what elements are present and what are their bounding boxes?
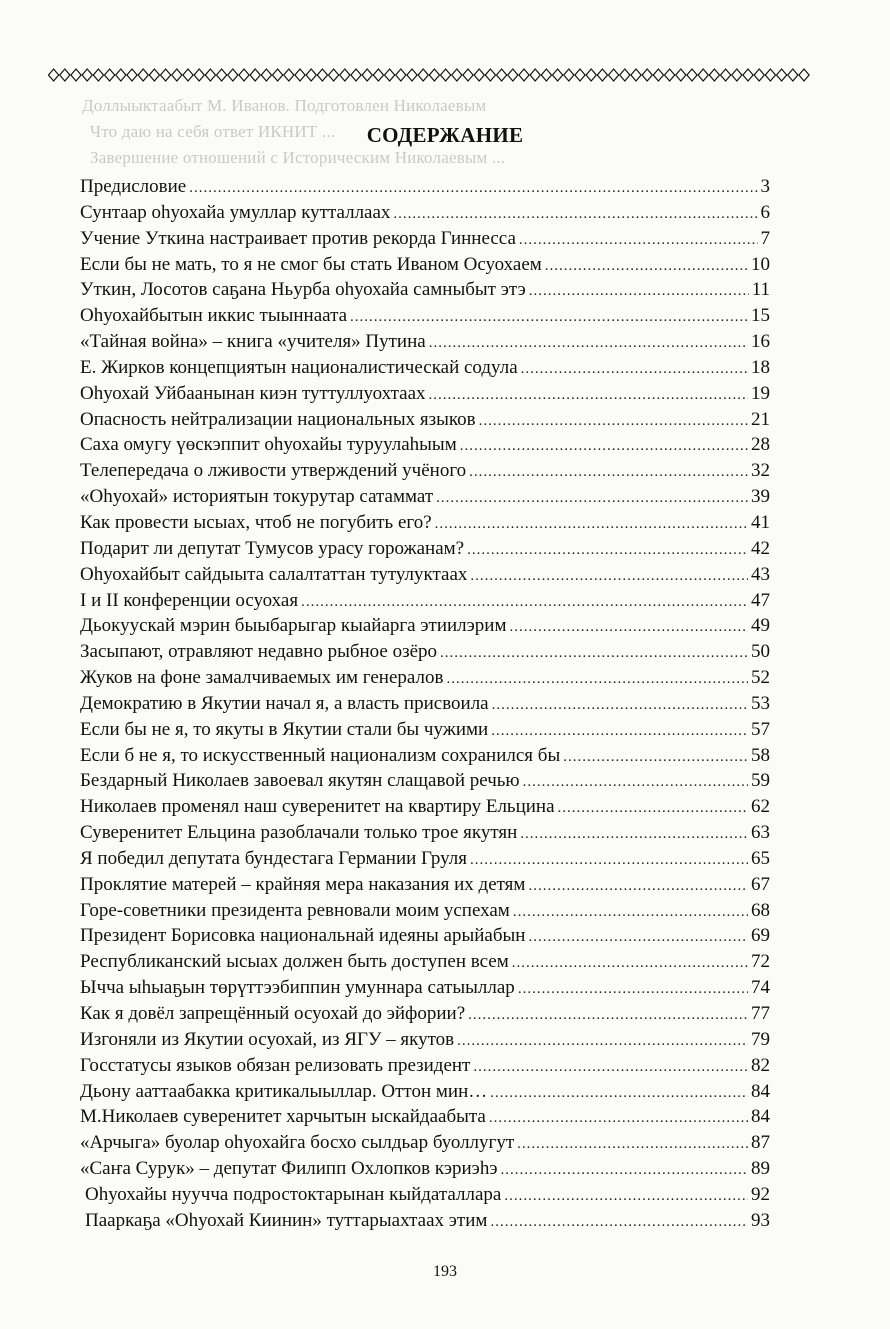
toc-entry-title: Ычча ыһыаҕын төрүттээбиппин умуннара сатыыллар xyxy=(80,977,515,999)
toc-entry-page: 87 xyxy=(751,1132,770,1154)
toc-entry-title: Учение Уткина настраивает против рекорда Гиннесса xyxy=(80,227,516,249)
toc-entry xyxy=(80,277,770,303)
toc-entry-title: Суверенитет Ельцина разоблачали только трое якутян xyxy=(80,822,518,844)
toc-entry-page: 84 xyxy=(751,1080,770,1102)
toc-entry-page: 52 xyxy=(751,667,770,689)
dot-leader xyxy=(501,1158,749,1184)
toc-entry-page: 67 xyxy=(751,873,770,895)
toc-entry-page: 42 xyxy=(751,537,770,559)
toc-entry xyxy=(80,613,770,639)
toc-entry-title: Как провести ысыах, чтоб не погубить его? xyxy=(80,511,432,533)
toc-entry-title: Е. Жирков концепциятын националистическай содула xyxy=(80,356,518,378)
toc-entry-title: «Тайная война» – книга «учителя» Путина xyxy=(80,331,426,353)
toc-entry xyxy=(80,846,770,872)
toc-entry xyxy=(80,743,770,769)
toc-entry xyxy=(80,1208,770,1234)
dot-leader xyxy=(491,719,748,745)
toc-entry xyxy=(80,510,770,536)
toc-entry-title: Саха омугу үөскэппит оһуохайы туруулаһыым xyxy=(80,434,457,456)
toc-entry-title: Республиканский ысыах должен быть доступен всем xyxy=(80,951,509,973)
toc-entry xyxy=(80,1027,770,1053)
toc-entry-title: Президент Борисовка национальнай идеяны арыйабын xyxy=(80,925,526,947)
toc-entry-title: Дьону ааттаабакка критикалыыллар. Оттон мин… xyxy=(80,1080,488,1102)
dot-leader xyxy=(393,202,757,228)
toc-entry-page: 53 xyxy=(751,692,770,714)
toc-entry-title: Если бы не мать, то я не смог бы стать Иваном Осуохаем xyxy=(80,253,542,275)
toc-entry-title: Оһуохайбытын иккис тыыннаата xyxy=(80,305,348,327)
dot-leader xyxy=(545,254,748,280)
toc-entry-title: Телепередача о лживости утверждений учёного xyxy=(80,460,467,482)
toc-entry-page: 68 xyxy=(751,899,770,921)
toc-entry-page: 16 xyxy=(751,331,770,353)
dot-leader xyxy=(519,228,758,254)
toc-entry-page: 3 xyxy=(760,176,770,197)
toc-entry-page: 11 xyxy=(751,279,770,301)
toc-entry-page: 7 xyxy=(760,227,770,249)
dot-leader xyxy=(490,1081,748,1107)
toc-entry xyxy=(80,1079,770,1105)
toc-entry-title: «Арчыга» буолар оһуохайга босхо сылдьар буоллугут xyxy=(80,1132,515,1154)
toc-entry xyxy=(80,1182,770,1208)
table-of-contents xyxy=(80,174,770,1234)
toc-entry-title: Опасность нейтрализации национальных языков xyxy=(80,408,476,430)
toc-entry-page: 10 xyxy=(751,253,770,275)
dot-leader xyxy=(435,512,748,538)
toc-entry-title: Госстатусы языков обязан релизовать президент xyxy=(80,1054,471,1076)
bleed-through-text: Что даю на себя ответ ИКНИТ ... xyxy=(90,122,336,141)
toc-entry xyxy=(80,794,770,820)
page-title: СОДЕРЖАНИЕ xyxy=(366,123,524,147)
toc-entry xyxy=(80,226,770,252)
toc-entry-title: Сунтаар оһуохайа умуллар кутталлаах xyxy=(80,201,391,223)
toc-entry xyxy=(80,484,770,510)
toc-entry-title: Демократию в Якутии начал я, а власть присвоила xyxy=(80,692,489,714)
toc-entry xyxy=(80,975,770,1001)
toc-entry-page: 32 xyxy=(751,460,770,482)
dot-leader xyxy=(520,822,748,848)
toc-entry-title: Проклятие матерей – крайняя мера наказания их детям xyxy=(80,873,526,895)
toc-entry-title: Оһуохайы нуучча подростоктарынан кыйдаталлара xyxy=(85,1183,502,1205)
toc-entry xyxy=(80,1001,770,1027)
dot-leader xyxy=(479,409,748,435)
toc-entry xyxy=(80,536,770,562)
toc-entry-page: 18 xyxy=(751,356,770,378)
toc-entry-title: Жуков на фоне замалчиваемых им генералов xyxy=(80,667,444,689)
toc-entry-page: 6 xyxy=(760,201,770,223)
toc-entry-title: I и II конференции осуохая xyxy=(80,589,299,611)
toc-entry-page: 59 xyxy=(751,770,770,792)
toc-entry-title: Предисловие xyxy=(80,176,187,197)
toc-entry-page: 41 xyxy=(751,511,770,533)
dot-leader xyxy=(469,460,748,486)
toc-entry xyxy=(80,329,770,355)
dot-leader xyxy=(523,770,748,796)
dot-leader xyxy=(436,486,748,512)
dot-leader xyxy=(521,357,748,383)
toc-entry-page: 62 xyxy=(751,796,770,818)
toc-entry-page: 84 xyxy=(751,1106,770,1128)
dot-leader xyxy=(189,176,757,202)
dot-leader xyxy=(563,745,748,771)
toc-entry xyxy=(80,432,770,458)
toc-entry-title: М.Николаев суверенитет харчытын ыскайдаабыта xyxy=(80,1106,486,1128)
toc-entry xyxy=(80,562,770,588)
bleed-through-text: Доллыыктаабыт М. Иванов. Подготовлен Николаевым xyxy=(82,96,487,115)
toc-entry-title: «Саҥа Сурук» – депутат Филипп Охлопков кэриэһэ xyxy=(80,1158,498,1180)
dot-leader xyxy=(446,667,748,693)
dot-leader xyxy=(517,1132,748,1158)
toc-entry xyxy=(80,872,770,898)
toc-entry xyxy=(80,717,770,743)
toc-entry-title: Если б не я, то искусственный национализм сохранился бы xyxy=(80,744,561,766)
toc-entry xyxy=(80,1156,770,1182)
toc-entry xyxy=(80,588,770,614)
toc-entry-page: 77 xyxy=(751,1003,770,1024)
toc-entry xyxy=(80,1130,770,1156)
dot-leader xyxy=(468,1003,748,1029)
dot-leader xyxy=(470,564,748,590)
toc-entry-title: Дьокуускай мэрин быыбарыгар кыайарга этиилэрим xyxy=(80,615,507,637)
toc-entry-title: Николаев променял наш суверенитет на квартиру Ельцина xyxy=(80,796,555,818)
toc-entry xyxy=(80,200,770,226)
dot-leader xyxy=(518,977,748,1003)
toc-entry xyxy=(80,949,770,975)
toc-entry-title: «Оһуохай» историятын токурутар сатаммат xyxy=(80,486,434,508)
toc-entry-page: 28 xyxy=(751,434,770,456)
toc-entry xyxy=(80,252,770,278)
toc-entry-title: Засыпают, отравляют недавно рыбное озёро xyxy=(80,641,438,663)
dot-leader xyxy=(528,925,748,951)
toc-entry-page: 19 xyxy=(751,382,770,404)
toc-entry-page: 63 xyxy=(751,822,770,844)
dot-leader xyxy=(509,615,748,641)
toc-entry xyxy=(80,820,770,846)
toc-entry-page: 92 xyxy=(751,1183,770,1205)
toc-entry-page: 43 xyxy=(751,563,770,585)
toc-entry xyxy=(80,691,770,717)
toc-entry-title: Пааркаҕа «Оһуохай Киинин» туттарыахтаах этим xyxy=(85,1209,488,1231)
toc-entry xyxy=(80,1053,770,1079)
dot-leader xyxy=(350,305,748,331)
toc-entry-page: 74 xyxy=(751,977,770,999)
toc-entry xyxy=(80,1104,770,1130)
dot-leader xyxy=(512,951,748,977)
toc-entry xyxy=(80,665,770,691)
toc-entry-page: 15 xyxy=(751,305,770,327)
toc-entry-title: Изгоняли из Якутии осуохай, из ЯГУ – якутов xyxy=(80,1028,455,1050)
toc-entry xyxy=(80,303,770,329)
toc-entry-page: 21 xyxy=(751,408,770,430)
dot-leader xyxy=(558,796,748,822)
dot-leader xyxy=(473,1055,748,1081)
toc-entry-page: 69 xyxy=(751,925,770,947)
toc-entry-page: 39 xyxy=(751,486,770,508)
toc-entry xyxy=(80,639,770,665)
toc-entry-title: Бездарный Николаев завоевал якутян слащавой речью xyxy=(80,770,520,792)
decorative-diamond-border xyxy=(48,68,810,82)
toc-entry-title: Уткин, Лосотов саҕана Ньурба оһуохайа самныбыт этэ xyxy=(80,279,526,301)
toc-entry-page: 79 xyxy=(751,1028,770,1050)
toc-entry xyxy=(80,923,770,949)
toc-entry xyxy=(80,407,770,433)
toc-entry xyxy=(80,381,770,407)
toc-entry-page: 72 xyxy=(751,951,770,973)
dot-leader xyxy=(440,641,748,667)
toc-entry xyxy=(80,355,770,381)
toc-entry-title: Оһуохайбыт сайдыыта салалтаттан тутулуктаах xyxy=(80,563,468,585)
toc-entry-page: 49 xyxy=(751,615,770,637)
dot-leader xyxy=(492,693,748,719)
toc-entry-title: Горе-советники президента ревновали моим успехам xyxy=(80,899,510,921)
toc-entry-page: 57 xyxy=(751,718,770,740)
toc-entry-title: Я победил депутата бундестага Германии Груля xyxy=(80,847,467,869)
page-number: 193 xyxy=(433,1263,457,1280)
dot-leader xyxy=(467,538,748,564)
toc-entry xyxy=(80,768,770,794)
bleed-through-text: Завершение отношений с Историческим Николаевым ... xyxy=(90,148,506,167)
toc-entry-page: 89 xyxy=(751,1158,770,1180)
toc-entry-title: Подарит ли депутат Тумусов урасу горожанам? xyxy=(80,537,465,559)
toc-entry-page: 58 xyxy=(751,744,770,766)
dot-leader xyxy=(504,1184,748,1210)
dot-leader xyxy=(429,331,748,357)
toc-entry xyxy=(80,898,770,924)
dot-leader xyxy=(460,434,748,460)
toc-entry-page: 65 xyxy=(751,847,770,869)
toc-entry-page: 50 xyxy=(751,641,770,663)
toc-entry xyxy=(80,458,770,484)
dot-leader xyxy=(457,1029,748,1055)
toc-entry-title: Как я довёл запрещённый осуохай до эйфории? xyxy=(80,1003,466,1024)
dot-leader xyxy=(529,279,749,305)
dot-leader xyxy=(528,874,748,900)
toc-entry-page: 82 xyxy=(751,1054,770,1076)
dot-leader xyxy=(489,1106,748,1132)
toc-entry-page: 93 xyxy=(751,1209,770,1231)
dot-leader xyxy=(301,590,748,616)
toc-entry-title: Оһуохай Уйбаанынан киэн туттуллуохтаах xyxy=(80,382,426,404)
toc-entry-page: 47 xyxy=(751,589,770,611)
dot-leader xyxy=(470,848,748,874)
toc-entry-title: Если бы не я, то якуты в Якутии стали бы чужими xyxy=(80,718,489,740)
dot-leader xyxy=(513,900,748,926)
dot-leader xyxy=(429,383,748,409)
dot-leader xyxy=(490,1210,748,1236)
toc-entry xyxy=(80,174,770,200)
